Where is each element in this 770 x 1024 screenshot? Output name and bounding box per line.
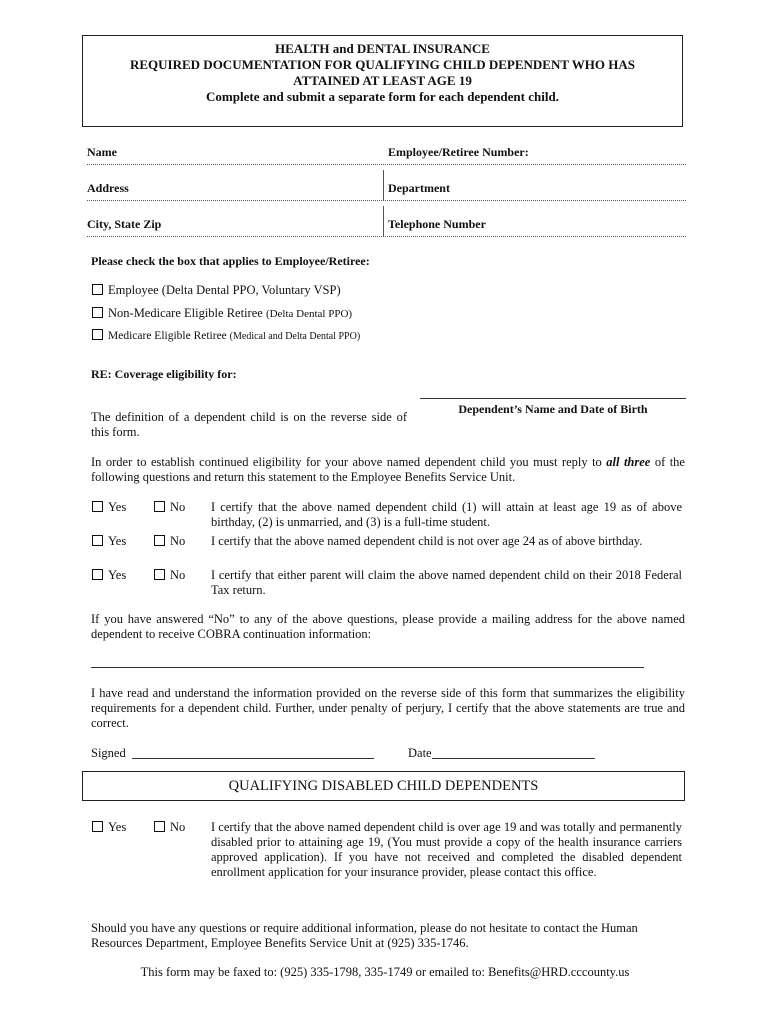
signed-label: Signed (91, 746, 126, 760)
field-divider (383, 170, 384, 200)
checkbox[interactable] (92, 535, 103, 546)
intro-emphasis: all three (606, 455, 651, 469)
yes-option[interactable] (92, 568, 126, 583)
question-text: I certify that the above named dependent child (1) will attain at least age 19 as of above birthday, (2) is unmarried, and (3) is a full-time student. (211, 500, 682, 529)
intro-text: In order to establish continued eligibility for your above named dependent child you must reply to (91, 455, 607, 469)
checkbox[interactable] (92, 307, 103, 318)
option-label: Employee (Delta Dental PPO, Voluntary VSP) (108, 283, 341, 297)
header-title: HEALTH and DENTAL INSURANCE (275, 41, 490, 56)
city-state-zip-field[interactable]: City, State Zip (87, 217, 162, 231)
city-row (87, 214, 686, 237)
yes-option[interactable] (92, 500, 126, 515)
option-label: Medicare Eligible Retiree (108, 330, 230, 342)
definition-text: The definition of a dependent child is on the reverse side of this form. (91, 410, 407, 439)
check-prompt: Please check the box that applies to Employee/Retiree: (91, 254, 370, 268)
date-line[interactable] (432, 758, 595, 759)
header-instruction: Complete and submit a separate form for each dependent child. (206, 89, 559, 104)
option-sublabel: (Delta Dental PPO) (265, 308, 353, 320)
no-label: No (170, 500, 186, 514)
yes-label: Yes (108, 500, 127, 514)
employee-number-field[interactable]: Employee/Retiree Number: (388, 145, 529, 159)
checkbox[interactable] (154, 569, 165, 580)
contact-paragraph: Should you have any questions or require additional information, please do not hesitate to contact the Human Resources Department, Employee Benefits Service Unit at (925) 335-1746. (91, 921, 638, 950)
telephone-field[interactable]: Telephone Number (388, 217, 486, 231)
disabled-question-text: I certify that the above named dependent child is over age 19 and was totally and permanently disabled prior to attaining age 19, (You must provide a copy of the health insurance carriers approved application). If you have not received and completed the disabled dependent enrollment application for your insurance provider, please contact this office. (211, 820, 682, 879)
form-header (82, 35, 683, 127)
no-option[interactable] (154, 568, 185, 583)
department-field[interactable]: Department (388, 181, 450, 195)
no-label: No (170, 534, 186, 548)
re-coverage-label: RE: Coverage eligibility for: (91, 367, 237, 381)
cobra-address-line[interactable] (91, 667, 644, 668)
option-label: Non-Medicare Eligible Retiree (108, 306, 266, 320)
checkbox[interactable] (92, 284, 103, 295)
no-label: No (170, 568, 186, 582)
option-non-medicare-retiree[interactable] (92, 306, 352, 321)
no-option[interactable] (154, 820, 185, 835)
fax-email-text: This form may be faxed to: (925) 335-1798, 335-1749 or emailed to: Benefits@HRD.cccounty.us (140, 965, 630, 979)
header-subtitle-2: ATTAINED AT LEAST AGE 19 (293, 73, 472, 88)
no-option[interactable] (154, 534, 185, 549)
intro-paragraph (91, 455, 685, 485)
name-field[interactable]: Name (87, 145, 117, 159)
dependent-name-line[interactable] (420, 398, 686, 399)
yes-label: Yes (108, 820, 127, 834)
question-text: I certify that the above named dependent child is not over age 24 as of above birthday. (211, 534, 643, 548)
checkbox[interactable] (154, 501, 165, 512)
certify-paragraph: I have read and understand the information provided on the reverse side of this form that summarizes the eligibility requirements for a dependent child. Further, under penalty of perjury, I certify that the above statements are true and correct. (91, 686, 685, 730)
no-option[interactable] (154, 500, 185, 515)
date-label: Date (408, 746, 432, 760)
no-label: No (170, 820, 186, 834)
yes-label: Yes (108, 568, 127, 582)
option-medicare-retiree[interactable] (92, 328, 360, 343)
question-text: I certify that either parent will claim the above named dependent child on their 2018 Federal Tax return. (211, 568, 682, 597)
option-sublabel: (Medical and Delta Dental PPO) (229, 331, 361, 342)
checkbox[interactable] (92, 569, 103, 580)
address-field[interactable]: Address (87, 181, 129, 195)
field-divider (383, 206, 384, 236)
disabled-section-header (82, 771, 685, 801)
address-row (87, 178, 686, 201)
yes-option[interactable] (92, 820, 126, 835)
name-row (87, 142, 686, 165)
checkbox[interactable] (92, 501, 103, 512)
checkbox[interactable] (92, 329, 103, 340)
checkbox[interactable] (154, 535, 165, 546)
cobra-paragraph: If you have answered “No” to any of the above questions, please provide a mailing address for the above named dependent to receive COBRA continuation information: (91, 612, 685, 641)
checkbox[interactable] (92, 821, 103, 832)
dependent-name-label: Dependent’s Name and Date of Birth (458, 402, 648, 416)
signature-line[interactable] (132, 758, 374, 759)
option-employee[interactable] (92, 283, 341, 298)
yes-option[interactable] (92, 534, 126, 549)
header-subtitle-1: REQUIRED DOCUMENTATION FOR QUALIFYING CHILD DEPENDENT WHO HAS (129, 57, 635, 72)
checkbox[interactable] (154, 821, 165, 832)
disabled-section-title: QUALIFYING DISABLED CHILD DEPENDENTS (228, 778, 539, 794)
intro-text-end: of the following questions and return this statement to the Employee Benefits Service Unit. (91, 455, 685, 484)
yes-label: Yes (108, 534, 127, 548)
